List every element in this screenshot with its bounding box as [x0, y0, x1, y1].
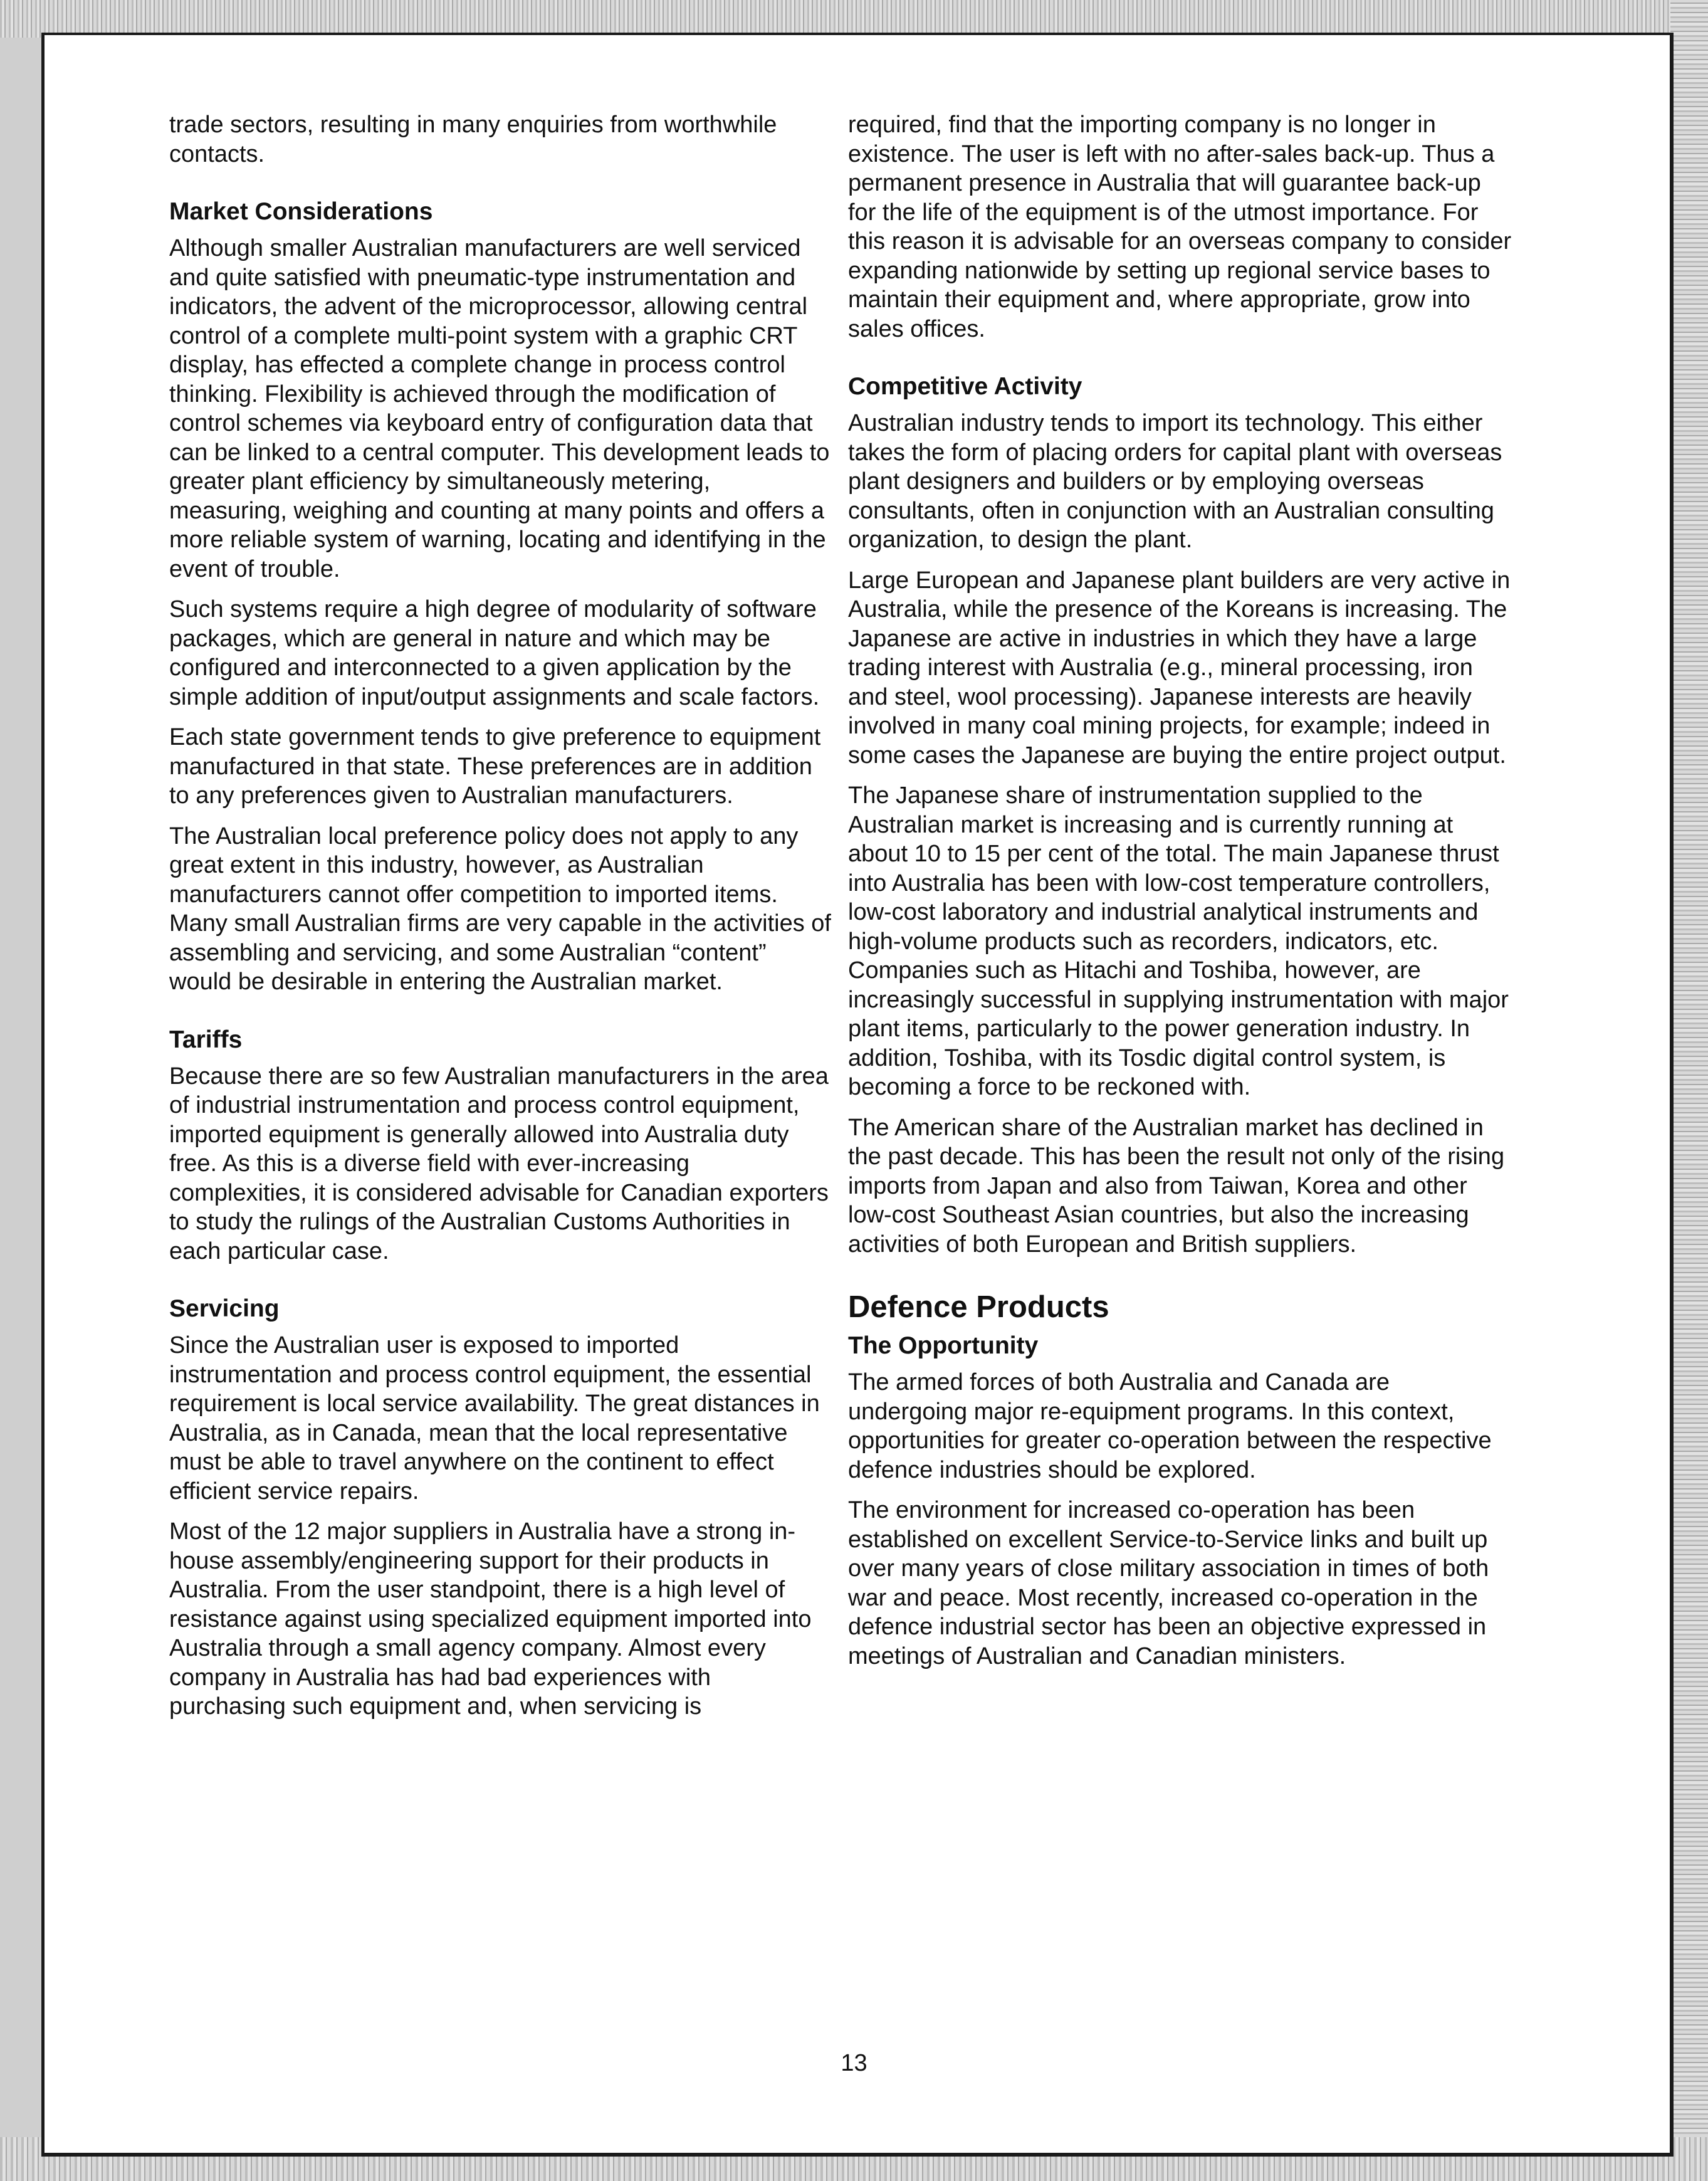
subheading-the-opportunity: The Opportunity [848, 1332, 1039, 1359]
page-number: 13 [841, 2050, 867, 2076]
paragraph: Since the Australian user is exposed to imported instrumentation and process control equipment, the essential requirement is local service availability. The great distances in Australia, as in Canada, mean that the local representative must be able to travel anywhere on the continent to effect efficient service repairs. [169, 1332, 820, 1505]
heading-competitive-activity: Competitive Activity [848, 373, 1082, 400]
paragraph: The Australian local preference policy does not apply to any great extent in this industry, however, as Australian manufacturers cannot offer competition to imported items. Many small Australian firms are very capable in the activities of assembling and servicing, and some Australian “content” would be desirable in entering the Australian market. [169, 822, 831, 995]
paragraph: Each state government tends to give preference to equipment manufactured in that state. These preferences are in addition to any preferences given to Australian manufacturers. [169, 724, 821, 809]
heading-market-considerations: Market Considerations [169, 198, 433, 225]
paragraph: The Japanese share of instrumentation supplied to the Australian market is increasing and is currently running at about 10 to 15 per cent of the total. The main Japanese thrust into Australia has been with low-cost temperature controllers, low-cost laboratory and industrial analytical instruments and high-volume products such as recorders, indicators, etc. Companies such as Hitachi and Toshiba, however, are increasingly successful in supplying instrumentation with major plant items, particularly to the power generation industry. In addition, Toshiba, with its Tosdic digital control system, is becoming a force to be reckoned with. [848, 782, 1509, 1100]
paragraph: The armed forces of both Australia and Canada are undergoing major re-equipment programs. In this context, opportunities for greater co-operation between the respective defence industries should be explored. [848, 1369, 1492, 1483]
paragraph: The American share of the Australian market has declined in the past decade. This has been the result not only of the rising imports from Japan and also from Taiwan, Korea and other low-cost Southeast Asian countries, but also the increasing activities of both European and British suppliers. [848, 1114, 1505, 1258]
paragraph: Australian industry tends to import its technology. This either takes the form of placing orders for capital plant with overseas plant designers and builders or by employing overseas consultants, often in conjunction with an Australian consulting organization, to design the plant. [848, 410, 1502, 553]
heading-servicing: Servicing [169, 1295, 280, 1322]
paragraph: The environment for increased co-operation has been established on excellent Service-to-Service links and built up over many years of close military association in times of both war and peace. Most recently, increased co-operation in the defence industrial sector has been an objective expressed in meetings of Australian and Canadian ministers. [848, 1497, 1489, 1669]
continuation-paragraph: required, find that the importing company is no longer in existence. The user is left with no after-sales back-up. Thus a permanent presence in Australia that will guarantee back-up for the life of the equipment is of the utmost importance. For this reason it is advisable for an overseas company to consider expanding nationwide by setting up regional service bases to maintain their equipment and, where appropriate, grow into sales offices. [848, 112, 1512, 342]
paragraph: Although smaller Australian manufacturers are well serviced and quite satisfied with pneumatic-type instrumentation and indicators, the advent of the microprocessor, allowing central control of a complete multi-point system with a graphic CRT display, has effected a complete change in process control thinking. Flexibility is achieved through the modification of control schemes via keyboard entry of configuration data that can be linked to a central computer. This development leads to greater plant efficiency by simultaneously metering, measuring, weighing and counting at many points and offers a more reliable system of warning, locating and identifying in the event of trouble. [169, 235, 830, 582]
heading-tariffs: Tariffs [169, 1026, 243, 1053]
left-column [169, 110, 834, 1733]
intro-paragraph: trade sectors, resulting in many enquiries from worthwhile contacts. [169, 112, 777, 167]
paragraph: Such systems require a high degree of modularity of software packages, which are general in nature and which may be configured and interconnected to a given application by the simple addition of input/output assignments and scale factors. [169, 596, 820, 710]
scan-border-top [0, 0, 1708, 38]
heading-defence-products: Defence Products [848, 1290, 1109, 1324]
paragraph: Because there are so few Australian manufacturers in the area of industrial instrumentation and process control equipment, imported equipment is generally allowed into Australia duty free. As this is a diverse field with ever-increasing complexities, it is considered advisable for Canadian exporters to study the rulings of the Australian Customs Authorities in each particular case. [169, 1063, 829, 1264]
paragraph: Large European and Japanese plant builders are very active in Australia, while the presence of the Koreans is increasing. The Japanese are active in industries in which they have a large trading interest with Australia (e.g., mineral processing, iron and steel, wool processing). Japanese interests are heavily involved in many coal mining projects, for example; indeed in some cases the Japanese are buying the entire project output. [848, 567, 1511, 769]
right-column [848, 110, 1512, 1682]
scan-border-right [1670, 0, 1708, 2181]
paragraph: Most of the 12 major suppliers in Australia have a strong in-house assembly/engineering support for their products in Australia. From the user standpoint, there is a high level of resistance against using specialized equipment imported into Australia through a small agency company. Almost every company in Australia has had bad experiences with purchasing such equipment and, when servicing is [169, 1518, 812, 1720]
